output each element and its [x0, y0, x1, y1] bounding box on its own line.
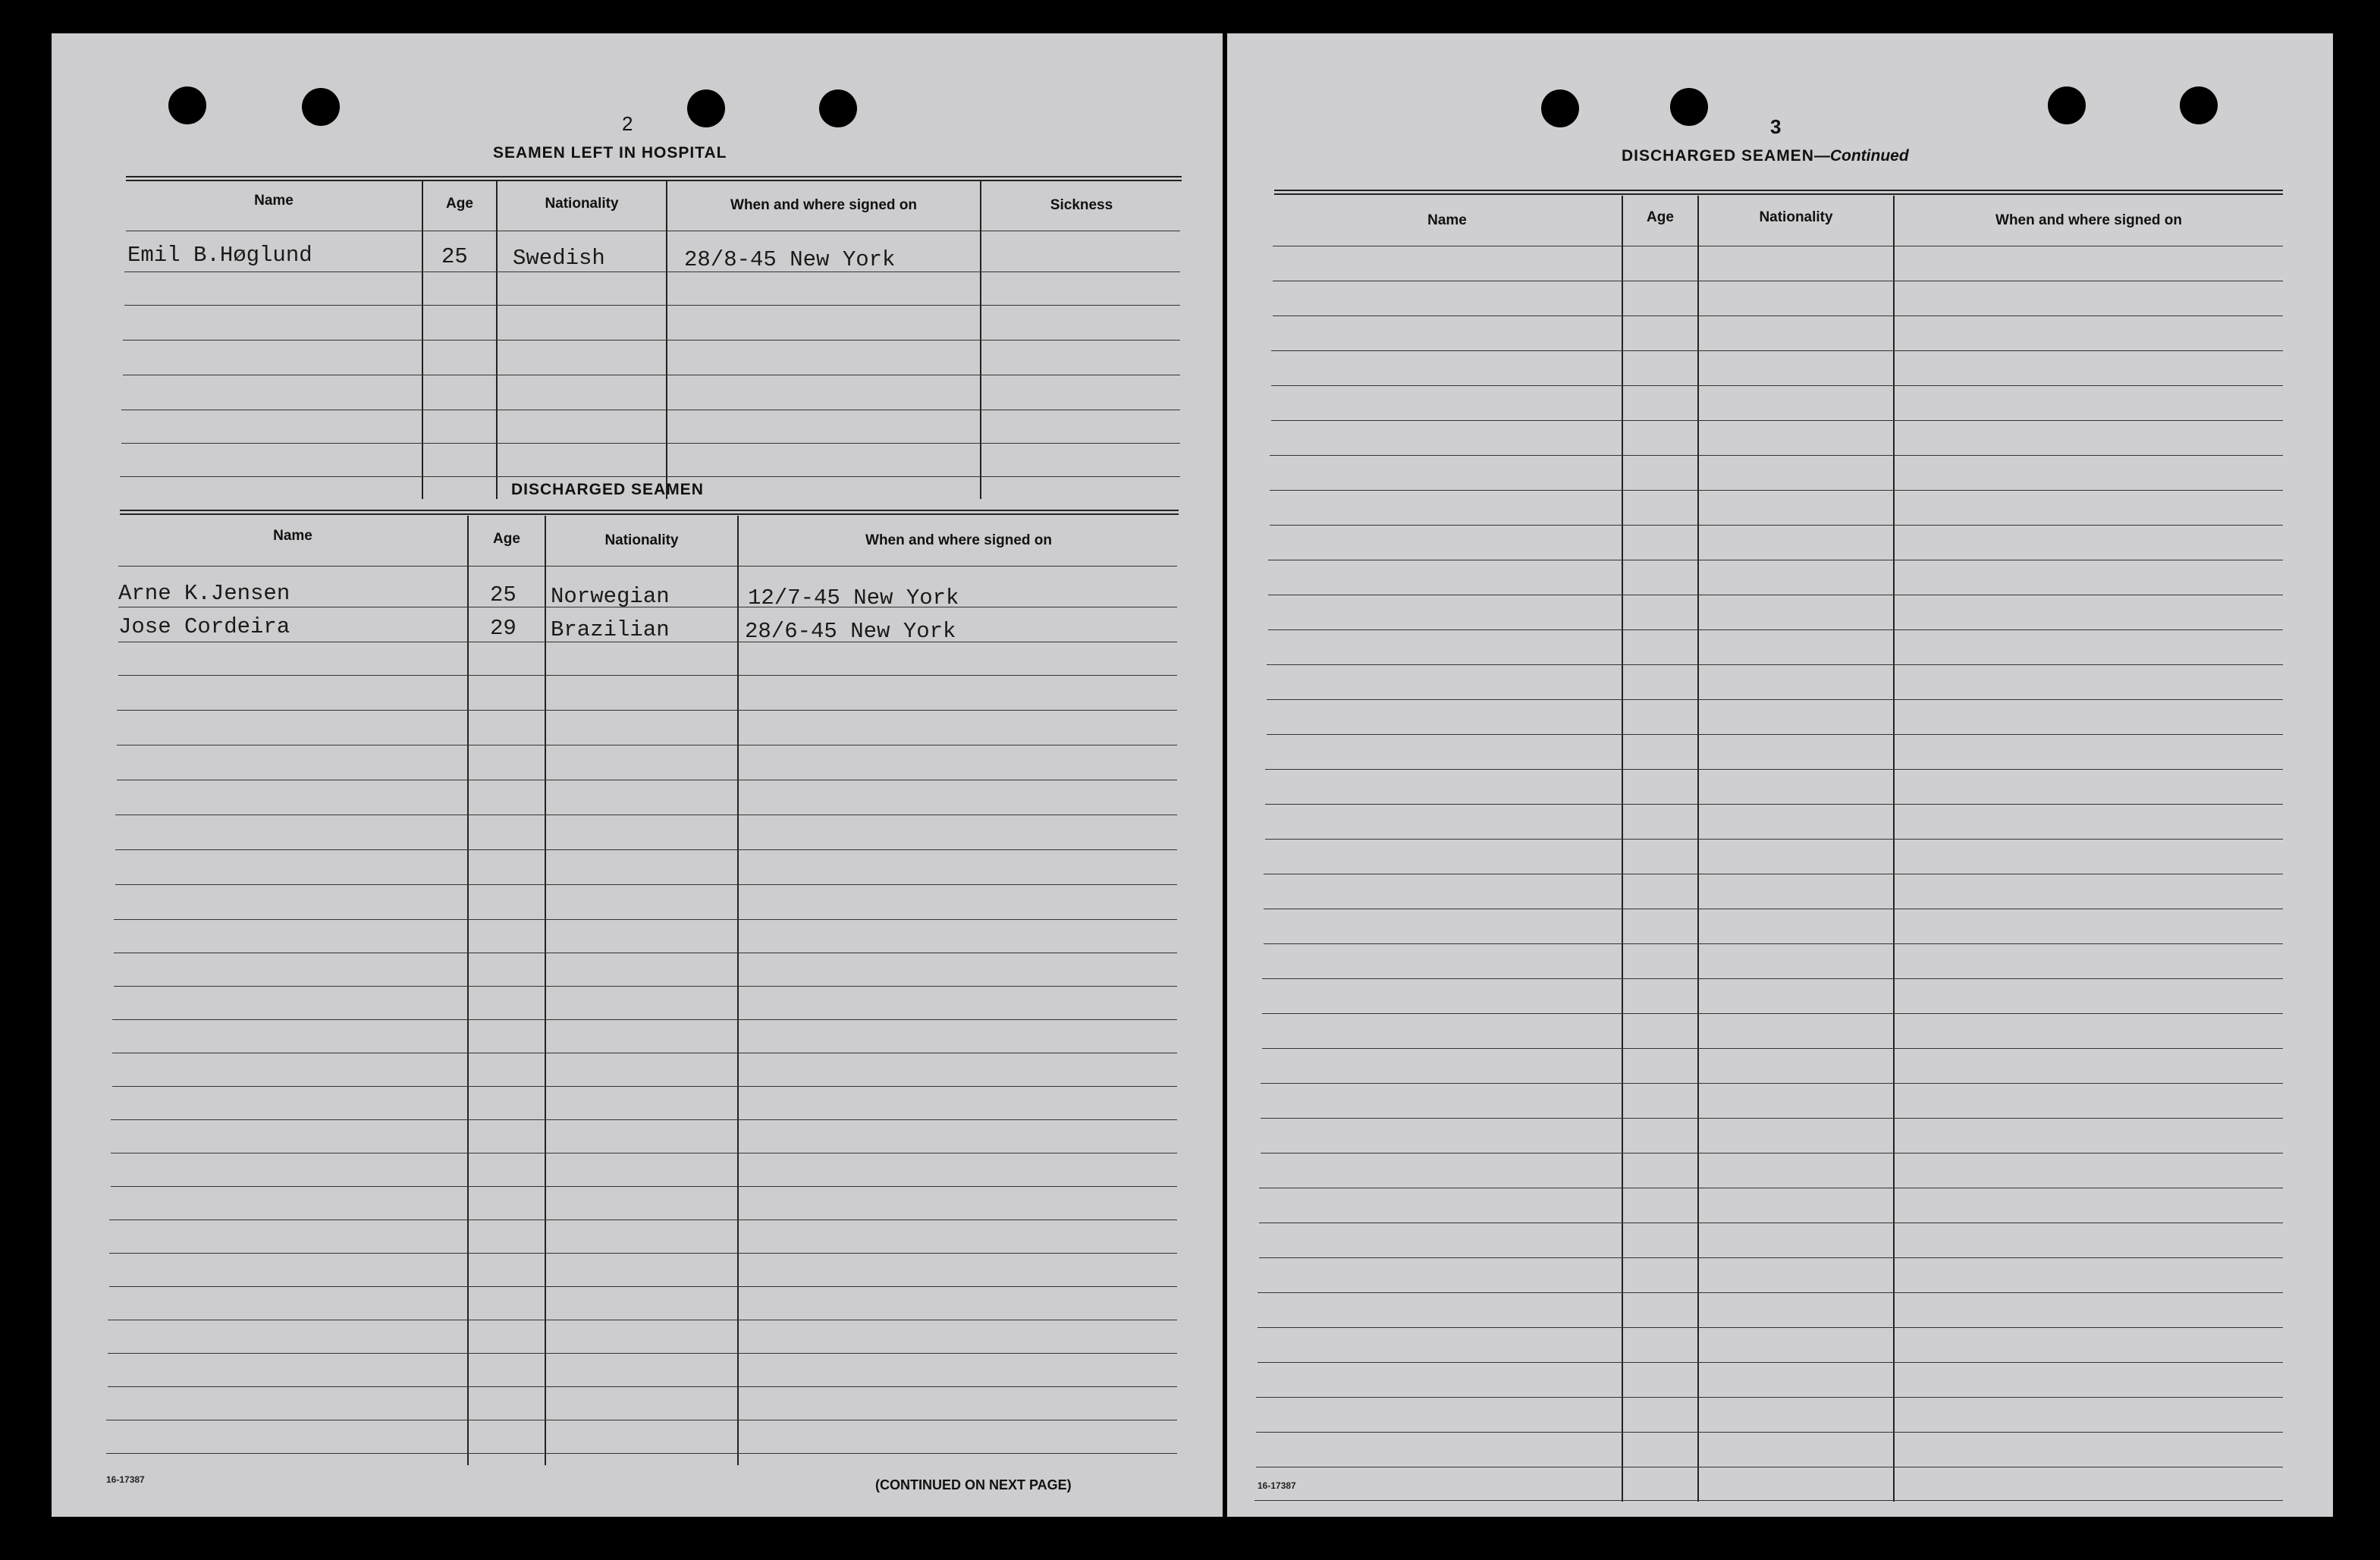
- table-row-rule: [1270, 455, 2283, 456]
- table-row-rule: [1254, 1500, 2283, 1501]
- table-row-rule: [109, 1219, 1177, 1220]
- table-row-rule: [108, 1386, 1177, 1387]
- discharged-name: Jose Cordeira: [118, 614, 290, 639]
- table-row-rule: [1258, 1327, 2283, 1328]
- table-row-rule: [1258, 1362, 2283, 1363]
- table-row-rule: [1270, 525, 2283, 526]
- form-code: 16-17387: [106, 1474, 145, 1485]
- section-title-hospital: SEAMEN LEFT IN HOSPITAL: [493, 144, 727, 162]
- col-header-name: Name: [273, 528, 312, 544]
- right-page: [1227, 33, 2333, 1517]
- col-header-signed-on: When and where signed on: [1995, 212, 2182, 228]
- column-divider: [467, 516, 469, 1465]
- col-header-name: Name: [254, 193, 294, 209]
- col-header-nationality: Nationality: [604, 532, 679, 548]
- table-row-rule: [1264, 943, 2283, 944]
- section-title-suffix: —Continued: [1813, 147, 1909, 165]
- section-title-discharged: DISCHARGED SEAMEN: [511, 481, 704, 498]
- table-row-rule: [112, 1019, 1177, 1020]
- col-header-signed-on: When and where signed on: [730, 197, 917, 213]
- column-divider: [1622, 196, 1623, 1502]
- hospital-age: 25: [441, 244, 468, 269]
- punch-hole: [1541, 89, 1579, 127]
- column-divider: [1893, 196, 1895, 1502]
- table-row-rule: [1265, 769, 2283, 770]
- table-top-rule: [1274, 190, 2283, 195]
- table-row-rule: [1267, 664, 2283, 665]
- table-row-rule: [1268, 629, 2283, 630]
- table-row-rule: [118, 675, 1177, 676]
- page-number: 3: [1770, 115, 1782, 138]
- table-row-rule: [111, 1119, 1177, 1120]
- table-row-rule: [1262, 978, 2283, 979]
- table-row-rule: [117, 710, 1177, 711]
- table-row-rule: [1256, 1397, 2283, 1398]
- table-row-rule: [1261, 1083, 2283, 1084]
- table-row-rule: [111, 1186, 1177, 1187]
- left-page: [52, 33, 1223, 1517]
- table-row-rule: [1271, 385, 2283, 386]
- table-row-rule: [1261, 1118, 2283, 1119]
- table-row-rule: [1265, 804, 2283, 805]
- discharged-nationality: Brazilian: [551, 617, 670, 642]
- punch-hole: [2048, 86, 2086, 124]
- col-header-nationality: Nationality: [545, 196, 619, 212]
- table-row-rule: [114, 986, 1177, 987]
- discharged-signed-on: 12/7-45 New York: [748, 585, 959, 611]
- table-row-rule: [1262, 1013, 2283, 1014]
- punch-hole: [819, 89, 857, 127]
- table-row-rule: [114, 919, 1177, 920]
- table-row-rule: [1259, 1257, 2283, 1258]
- table-row-rule: [1271, 420, 2283, 421]
- continued-note: (CONTINUED ON NEXT PAGE): [875, 1477, 1072, 1493]
- col-header-sickness: Sickness: [1050, 197, 1113, 213]
- punch-hole: [302, 88, 340, 126]
- table-row-rule: [121, 443, 1180, 444]
- table-row-rule: [106, 1453, 1177, 1454]
- table-row-rule: [115, 849, 1177, 850]
- column-divider: [1697, 196, 1699, 1502]
- col-header-nationality: Nationality: [1759, 209, 1833, 225]
- discharged-age: 29: [490, 616, 517, 641]
- table-row-rule: [1271, 350, 2283, 351]
- table-row-rule: [124, 305, 1180, 306]
- column-divider: [545, 516, 546, 1465]
- punch-hole: [1670, 88, 1708, 126]
- col-header-signed-on: When and where signed on: [865, 532, 1052, 548]
- table-row-rule: [1267, 699, 2283, 700]
- col-header-name: Name: [1427, 212, 1467, 228]
- table-row-rule: [1258, 1292, 2283, 1293]
- discharged-nationality: Norwegian: [551, 584, 670, 609]
- column-divider: [737, 516, 739, 1465]
- table-row-rule: [1261, 1153, 2283, 1154]
- punch-hole: [168, 86, 206, 124]
- header-rule: [118, 566, 1177, 567]
- section-title: [1622, 147, 1909, 165]
- punch-hole: [2180, 86, 2218, 124]
- table-row-rule: [112, 1086, 1177, 1087]
- table-row-rule: [109, 1253, 1177, 1254]
- table-row-rule: [1270, 490, 2283, 491]
- discharged-signed-on: 28/6-45 New York: [745, 619, 956, 644]
- discharged-age: 25: [490, 582, 517, 607]
- hospital-nationality: Swedish: [513, 246, 605, 271]
- table-row-rule: [109, 1286, 1177, 1287]
- section-title-main: DISCHARGED SEAMEN: [1622, 147, 1814, 165]
- page-number: 2: [622, 112, 633, 135]
- table-row-rule: [1265, 839, 2283, 840]
- table-row-rule: [120, 476, 1180, 477]
- col-header-age: Age: [446, 196, 473, 212]
- punch-hole: [687, 89, 725, 127]
- table-row-rule: [1273, 315, 2283, 316]
- form-code: 16-17387: [1258, 1480, 1296, 1491]
- col-header-age: Age: [1647, 209, 1674, 225]
- table-row-rule: [111, 1153, 1177, 1154]
- col-header-age: Age: [493, 531, 520, 547]
- table-top-rule: [120, 510, 1179, 515]
- hospital-signed-on: 28/8-45 New York: [684, 247, 896, 272]
- table-top-rule: [126, 176, 1182, 181]
- table-row-rule: [115, 884, 1177, 885]
- table-row-rule: [1262, 1048, 2283, 1049]
- table-row-rule: [1267, 734, 2283, 735]
- table-row-rule: [108, 1353, 1177, 1354]
- table-row-rule: [1256, 1432, 2283, 1433]
- table-row-rule: [123, 340, 1180, 341]
- discharged-name: Arne K.Jensen: [118, 581, 290, 606]
- hospital-name: Emil B.Høglund: [127, 243, 312, 268]
